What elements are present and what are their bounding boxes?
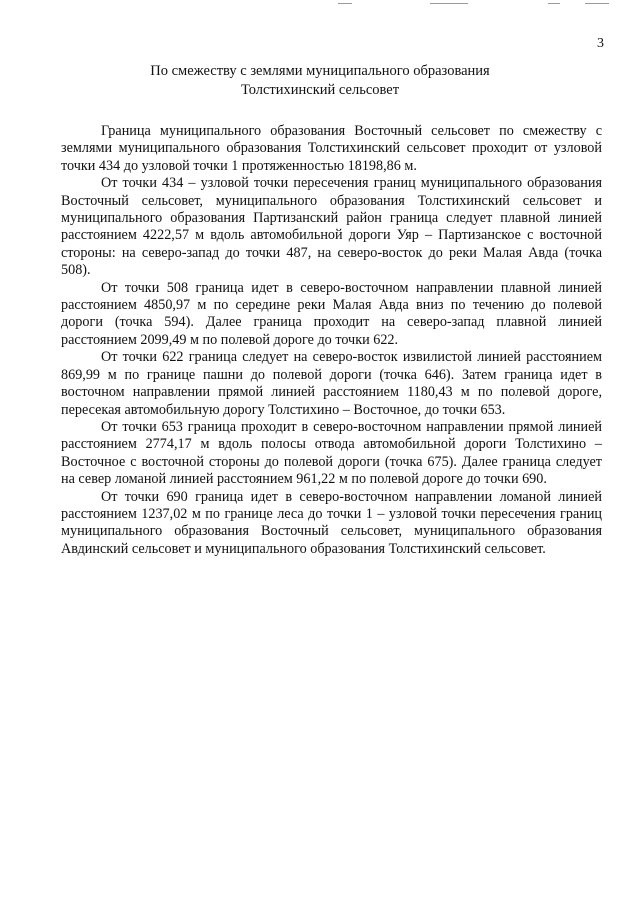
scan-line — [585, 3, 609, 4]
page-number: 3 — [597, 36, 604, 51]
paragraph-2: От точки 434 – узловой точки пересечения границ муниципального образования Восточный сельсовет, муниципального образования Толстихинский сельсовет и муниципального образования Партизанский район граница следует плавной линией расстоянием 4222,57 м вдоль автомобильной дороги Уяр – Партизанское с восточной стороны: на северо-запад до точки 487, на северо-восток до реки Малая Авда (точка 508). — [61, 175, 602, 279]
paragraph-3: От точки 508 граница идет в северо-восточном направлении плавной линией расстоянием 4850,97 м по середине реки Малая Авда вниз по течению до полевой дороги (точка 594). Далее граница проходит на северо-запад плавной линией расстоянием 2099,49 м по полевой дороге до точки 622. — [61, 279, 602, 348]
section-heading — [60, 62, 580, 100]
paragraph-1: Граница муниципального образования Восточный сельсовет по смежеству с землями муниципального образования Толстихинский сельсовет проходит от узловой точки 434 до узловой точки 1 протяженностью 18198,86 м. — [61, 123, 602, 174]
scan-line — [548, 3, 560, 4]
document-body — [61, 123, 602, 558]
paragraph-6: От точки 690 граница идет в северо-восточном направлении ломаной линией расстоянием 1237,02 м по границе леса до точки 1 – узловой точки пересечения границ муниципального образования Восточный сельсовет, муниципального образования Авдинский сельсовет и муниципального образования Толстихинский сельсовет. — [61, 488, 602, 557]
scan-line — [338, 3, 352, 4]
heading-line-2: Толстихинский сельсовет — [240, 82, 400, 98]
paragraph-4: От точки 622 граница следует на северо-восток извилистой линией расстоянием 869,99 м по границе пашни до полевой дороги (точка 646). Затем граница идет в восточном направлении прямой линией расстоянием 1180,43 м по полевой дороге, пересекая автомобильную дорогу Толстихино – Восточное, до точки 653. — [61, 349, 602, 418]
scan-line — [430, 3, 468, 4]
paragraph-5: От точки 653 граница проходит в северо-восточном направлении прямой линией расстоянием 2774,17 м вдоль полосы отвода автомобильной дороги Толстихино – Восточное с восточной стороны до полевой дороги (точка 675). Далее граница следует на север ломаной линией расстоянием 961,22 м по полевой дороге до точки 690. — [61, 418, 602, 488]
heading-line-1: По смежеству с землями муниципального образования — [150, 63, 490, 79]
scan-artifacts — [0, 0, 640, 8]
